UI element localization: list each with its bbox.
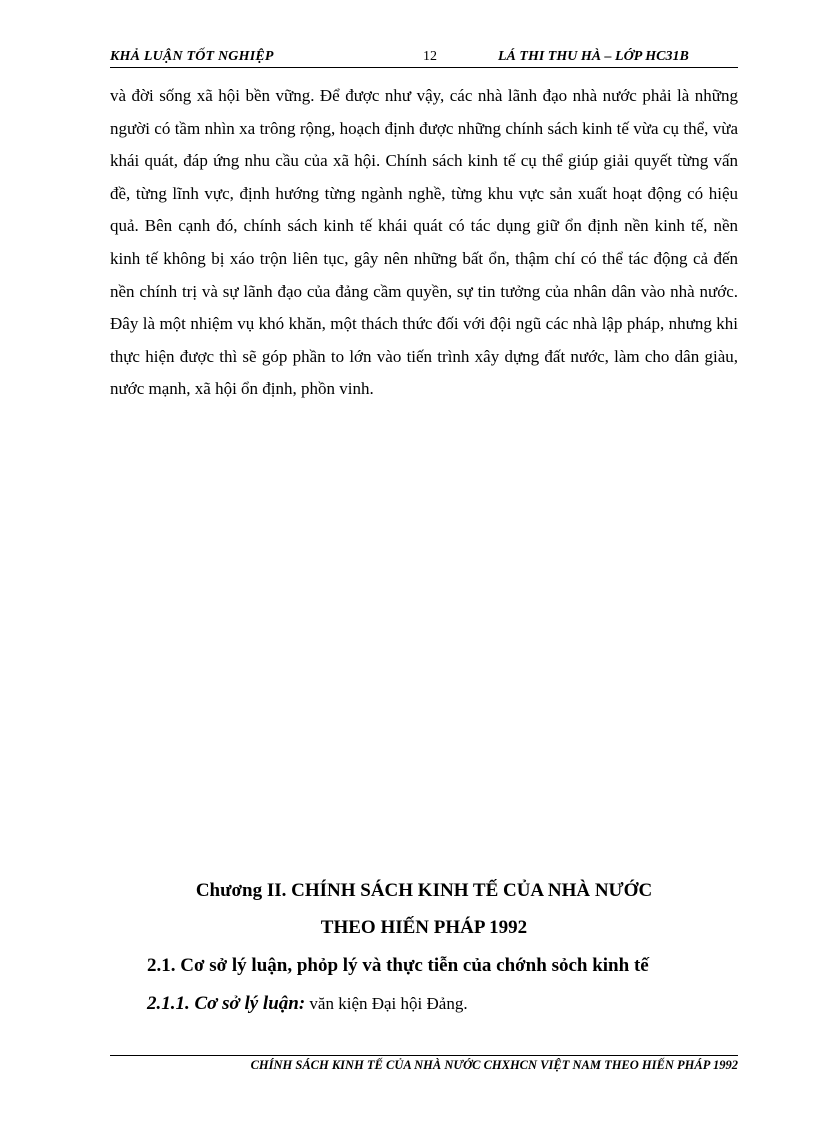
header-left-title: KHẢ LUẬN TỐT NGHIỆP	[110, 49, 274, 64]
page-number: 12	[423, 49, 437, 64]
chapter-title-line2: THEO HIẾN PHÁP 1992	[320, 917, 528, 938]
header-right-author: LÁ THI THU HÀ – LỚP HC31B	[498, 49, 689, 64]
subsection-label: 2.1.1. Cơ sở lý luận:	[147, 993, 306, 1014]
body-paragraph: và đời sống xã hội bền vững. Để được như vậy, các nhà lãnh đạo nhà nước phải là những người có tầm nhìn xa trông rộng, hoạch định được những chính sách kinh tế vừa cụ thể, vừa khái quát, đáp ứng nhu cầu của xã hội. Chính sách kinh tế cụ thể giúp giải quyết từng vấn đề, từng lĩnh vực, định hướng từng ngành nghề, từng khu vực sản xuất hoạt động có hiệu quả. Bên cạnh đó, chính sách kinh tế khái quát có tác dụng giữ ổn định nền kinh tế, nền kinh tế không bị xáo trộn liên tục, gây nên những bất ổn, thậm chí có thể tác động cả đến nền chính trị và sự lãnh đạo của đảng cầm quyền, sự tin tưởng của nhân dân vào nhà nước. Đây là một nhiệm vụ khó khăn, một thách thức đối với đội ngũ các nhà lập pháp, nhưng khi thực hiện được thì sẽ góp phần to lớn vào tiến trình xây dựng đất nước, làm cho dân giàu, nước mạnh, xã hội ổn định, phồn vinh.	[110, 86, 738, 399]
page-header	[110, 49, 738, 68]
chapter-title-line1: Chương II. CHÍNH SÁCH KINH TẾ CỦA NHÀ NƯỚC	[195, 880, 653, 901]
subsection-text: văn kiện Đại hội Đảng.	[305, 994, 468, 1013]
footer-divider	[110, 1055, 738, 1056]
page-footer: CHÍNH SÁCH KINH TẾ CỦA NHÀ NƯỚC CHXHCN VIỆT NAM THEO HIẾN PHÁP 1992	[250, 1058, 738, 1072]
section-heading: 2.1. Cơ sở lý luận, phỏp lý và thực tiễn của chớnh sỏch kinh tế	[147, 955, 649, 976]
subsection-heading	[147, 993, 468, 1015]
